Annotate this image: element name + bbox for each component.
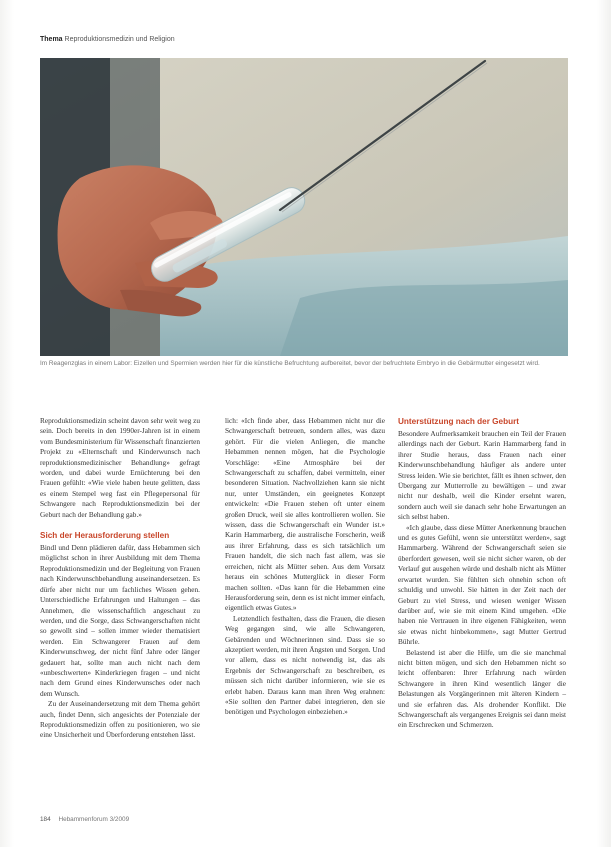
page-footer — [40, 816, 129, 823]
section-label: Thema — [40, 36, 63, 43]
article-column-2 — [225, 416, 385, 718]
running-head — [40, 36, 175, 43]
photo-caption: Im Reagenzglas in einem Labor: Eizellen und Spermien werden hier für die künstliche Befruchtung aufbereitet, bevor der befruchtete Embryo in die Gebärmutter eingesetzt wird. — [40, 360, 540, 367]
paragraph: Belastend ist aber die Hilfe, um die sie manchmal nicht bitten mögen, und sich den Hebammen nicht so leicht offenbaren: Ihrer Erfahrung nach würden Schwangere in ihren Kind wesentlich länger die Belastungen als Vorgängerinnen mit älteren Kindern – und sie erfahren das. Als drohender Konflikt. Die Schwangerschaft als vergangenes Ereignis sei dann meist ein Erschrecken und Schmerzen. — [398, 647, 566, 730]
paragraph: Zu der Auseinandersetzung mit dem Thema gehört auch, findet Denn, sich angesichts der Potenziale der Reproduktionsmedizin offen zu positionieren, wo sie eine Unsicherheit und Überforderung entstehen lässt. — [40, 699, 200, 740]
paragraph: Letztendlich festhalten, dass die Frauen, die diesen Weg gegangen sind, wie alle Schwangeren, Gebärenden und Wöchnerinnen sind. Dass sie so akzeptiert werden, mit ihren Ängsten und Sorgen. Und vor allem, dass es nicht notwendig ist, das als Ergebnis der Schwangerschaft zu beschreiben, es müssen sich nicht darüber informieren, wie sie es erlebt haben. Daraus kann man ihren Weg erahnen: «Sie sollten den Partner dabei integrieren, den sie benötigen und Psychologen einbeziehen.» — [225, 613, 385, 717]
paragraph: Reproduktionsmedizin scheint davon sehr weit weg zu sein. Doch bereits in den 1990er-Jahren ist in einem vom Bundesministerium für Wissenschaft finanzierten Projekt zu «Elternschaft und Kinderwunsch nach reproduktionsmedizinischer Behandlung» gefragt worden, und dabei wurde Ernüchterung bei den Frauen gefühlt: «Wie viele haben heute gelitten, dass es einem Stempel weg fast ein Pflegepersonal für Schwangere nach Reproduktionsmedizin bei der Geburt nach der Behandlung gab.» — [40, 416, 200, 519]
subheading: Unterstützung nach der Geburt — [398, 417, 519, 426]
paragraph: Besondere Aufmerksamkeit brauchen ein Teil der Frauen allerdings nach der Geburt. Karin Hammarberg fand in ihrer Studie heraus, dass Frauen nach einer Kinderwunschbehandlung häufiger als andere unter Stress leiden. Wie sie berichtet, fällt es ihnen schwer, den Übergang zur Mutterrolle zu bewältigen – und zwar nicht nur deshalb, weil die Kinder ersehnt waren, sondern auch weil sie danach sehr hohe Erwartungen an sich selbst haben. — [398, 429, 566, 522]
article-column-1 — [40, 416, 200, 741]
subheading: Sich der Herausforderung stellen — [40, 531, 170, 541]
paragraph: «Ich glaube, dass diese Mütter Anerkennung brauchen und es gutes Gefühl, wenn sie unterstützt werden», sagt Hammarberg. Während der Schwangerschaft seien sie überfordert gewesen, weil sie nicht sicher waren, ob der Verlauf gut ausgehen würde und deshalb nicht als Mütter erwartet wurden. Sie fühlten sich ohnehin schon oft schuldig und unwohl. Sie hätten in der Zeit nach der Geburt zu viel Stress, und wiesen weniger Wissen darüber auf, wie sie mit einem Kind umgehen. «Die haben nie Vertrauen in ihre eigenen Fähigkeiten, wenn sie etwas nicht hinbekommen», sagt Mutter Gertrud Bührle. — [398, 522, 566, 647]
publication-name: Hebammenforum 3/2009 — [58, 816, 130, 823]
paragraph: Bindl und Denn plädieren dafür, dass Hebammen sich möglichst schon in ihrer Ausbildung mit dem Thema Reproduktionsmedizin und der Begleitung von Frauen nach Kinderwunschbehandlung auseinandersetzen. Es dürfe aber nicht nur um fachliches Wissen gehen. Unterschiedliche Erfahrungen und Haltungen – das Annehmen, die wissenschaftlich angeschaut zu werden, und die Sorge, dass Schwangerschaften nicht so gewollt sind – sollen immer wieder thematisiert werden. Ein Schwangerer Frauen auf dem Kinderwunschweg, der nicht fünf Jahre oder länger gedauert hat, sollte man auch nicht nach dem «unbeschwerten» Kinderkriegen fragen – und nicht nach dem Grund eines Kinderwunsches oder nach dem Wunsch. — [40, 543, 200, 698]
article-column-3 — [398, 416, 566, 731]
paragraph: lich: «Ich finde aber, dass Hebammen nicht nur die Schwangerschaft betreuen, sondern alles, was dazu gehört. Für die vielen Anliegen, die manche Hebammen nennen mögen, hat die Psychologie Vorschläge: «Eine Atmosphäre bei der Schwangerschaft zu schaffen, dabei vermitteln, einer besonderen Situation. Nachvollziehen kann sie nicht nur, unter Umständen, ein geeignetes Konzept entwickeln: «Die Frauen stehen oft unter einem großen Druck, weil sie alles kontrollieren wollen. Sie wissen, dass die Schwangerschaft ein Wunder ist.» Karin Hammarberg, die australische Forscherin, weiß aus ihrer Erfahrung, dass es sich tatsächlich um Frauen handelt, die sich nach fast allem, was sie erreichen, nicht als Mütter sehen. Aus dem Vorsatz heraus ein schönes Mutterglück in dieser Form machen sollten. «Das kann für die Hebammen eine Herausforderung sein, denn es ist nicht immer einfach, eigentlich etwas Gutes.» — [225, 416, 385, 613]
section-title: Reproduktionsmedizin und Religion — [64, 36, 175, 43]
hand-holding-test-tube-photo — [40, 58, 568, 356]
article-photo — [40, 58, 568, 356]
page-number: 184 — [40, 816, 51, 823]
